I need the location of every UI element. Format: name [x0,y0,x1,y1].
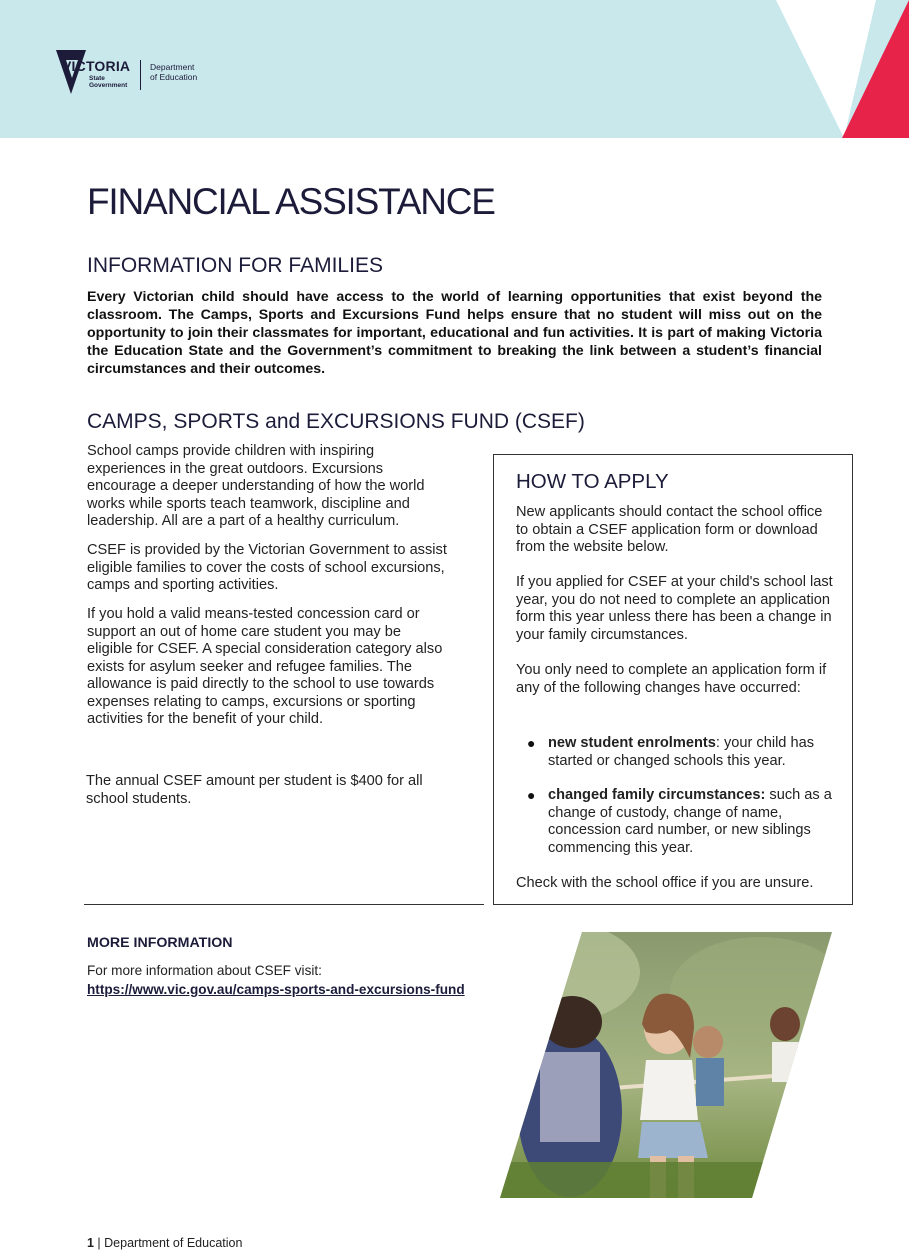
apply-paragraph-2: If you applied for CSEF at your child's school last year, you do not need to complete an application form this year unless there has been a change in your family circumstances. [516,574,833,643]
header-red-triangle [838,0,909,138]
logo-wordmark: VICTORIA [62,58,131,74]
csef-heading: CAMPS, SPORTS and EXCURSIONS FUND (CSEF) [87,410,585,433]
intro-paragraph: Every Victorian child should have access to the world of learning opportunities that exist beyond the classroom. The Camps, Sports and Excursions Fund helps ensure that no student will miss out on the opportunity to join their classmates for important, educational and fun activities. It is part of making Victoria the Education State and the Government’s commitment to breaking the link between a student’s financial circumstances and their outcomes. [87,289,822,377]
logo-divider [140,60,141,90]
page-title: FINANCIAL ASSISTANCE [87,181,495,222]
csef-paragraph-3: If you hold a valid means-tested concession card or support an out of home care student you may be eligible for CSEF. A special consideration category also exists for asylum seeker and refugee families. The allowance is paid directly to the school to use towards expenses relating to camps, excursions or sporting activities for the benefit of your child. [87,606,443,727]
how-to-apply-heading: HOW TO APPLY [516,470,669,493]
apply-closing: Check with the school office if you are unsure. [516,875,814,891]
apply-paragraph-3: You only need to complete an application form if any of the following changes have occurred: [516,662,827,696]
csef-paragraph-2: CSEF is provided by the Victorian Government to assist eligible families to cover the costs of school excursions, camps and sporting activities. [87,542,447,593]
apply-paragraph-1: New applicants should contact the school office to obtain a CSEF application form or download from the website below. [516,504,823,555]
bullet-item-changed-circumstances: changed family circumstances: such as a change of custody, change of name, concession card number, or new siblings commencing this year. [548,787,832,856]
csef-amount-paragraph: The annual CSEF amount per student is $400 for all school students. [86,773,423,807]
section-divider [84,904,484,905]
logo-state-text: State Government [89,75,128,89]
families-heading: INFORMATION FOR FAMILIES [87,254,383,277]
bullet-icon: ● [527,735,536,751]
csef-paragraph-1: School camps provide children with inspiring experiences in the great outdoors. Excursions encourage a deeper understanding of how the world works while sports teach teamwork, discipline and leadership. All are a part of a healthy curriculum. [87,443,425,529]
logo-department-text: Department of Education [150,62,198,82]
more-info-heading: MORE INFORMATION [87,935,233,951]
bullet-icon: ● [527,787,536,803]
page-footer: 1 | Department of Education [87,1236,243,1250]
children-tug-of-war-photo [500,932,832,1198]
bullet-item-new-enrolments: new student enrolments: your child has started or changed schools this year. [548,735,815,769]
csef-website-link[interactable]: https://www.vic.gov.au/camps-sports-and-excursions-fund [87,982,465,997]
more-info-text: For more information about CSEF visit: [87,963,322,978]
